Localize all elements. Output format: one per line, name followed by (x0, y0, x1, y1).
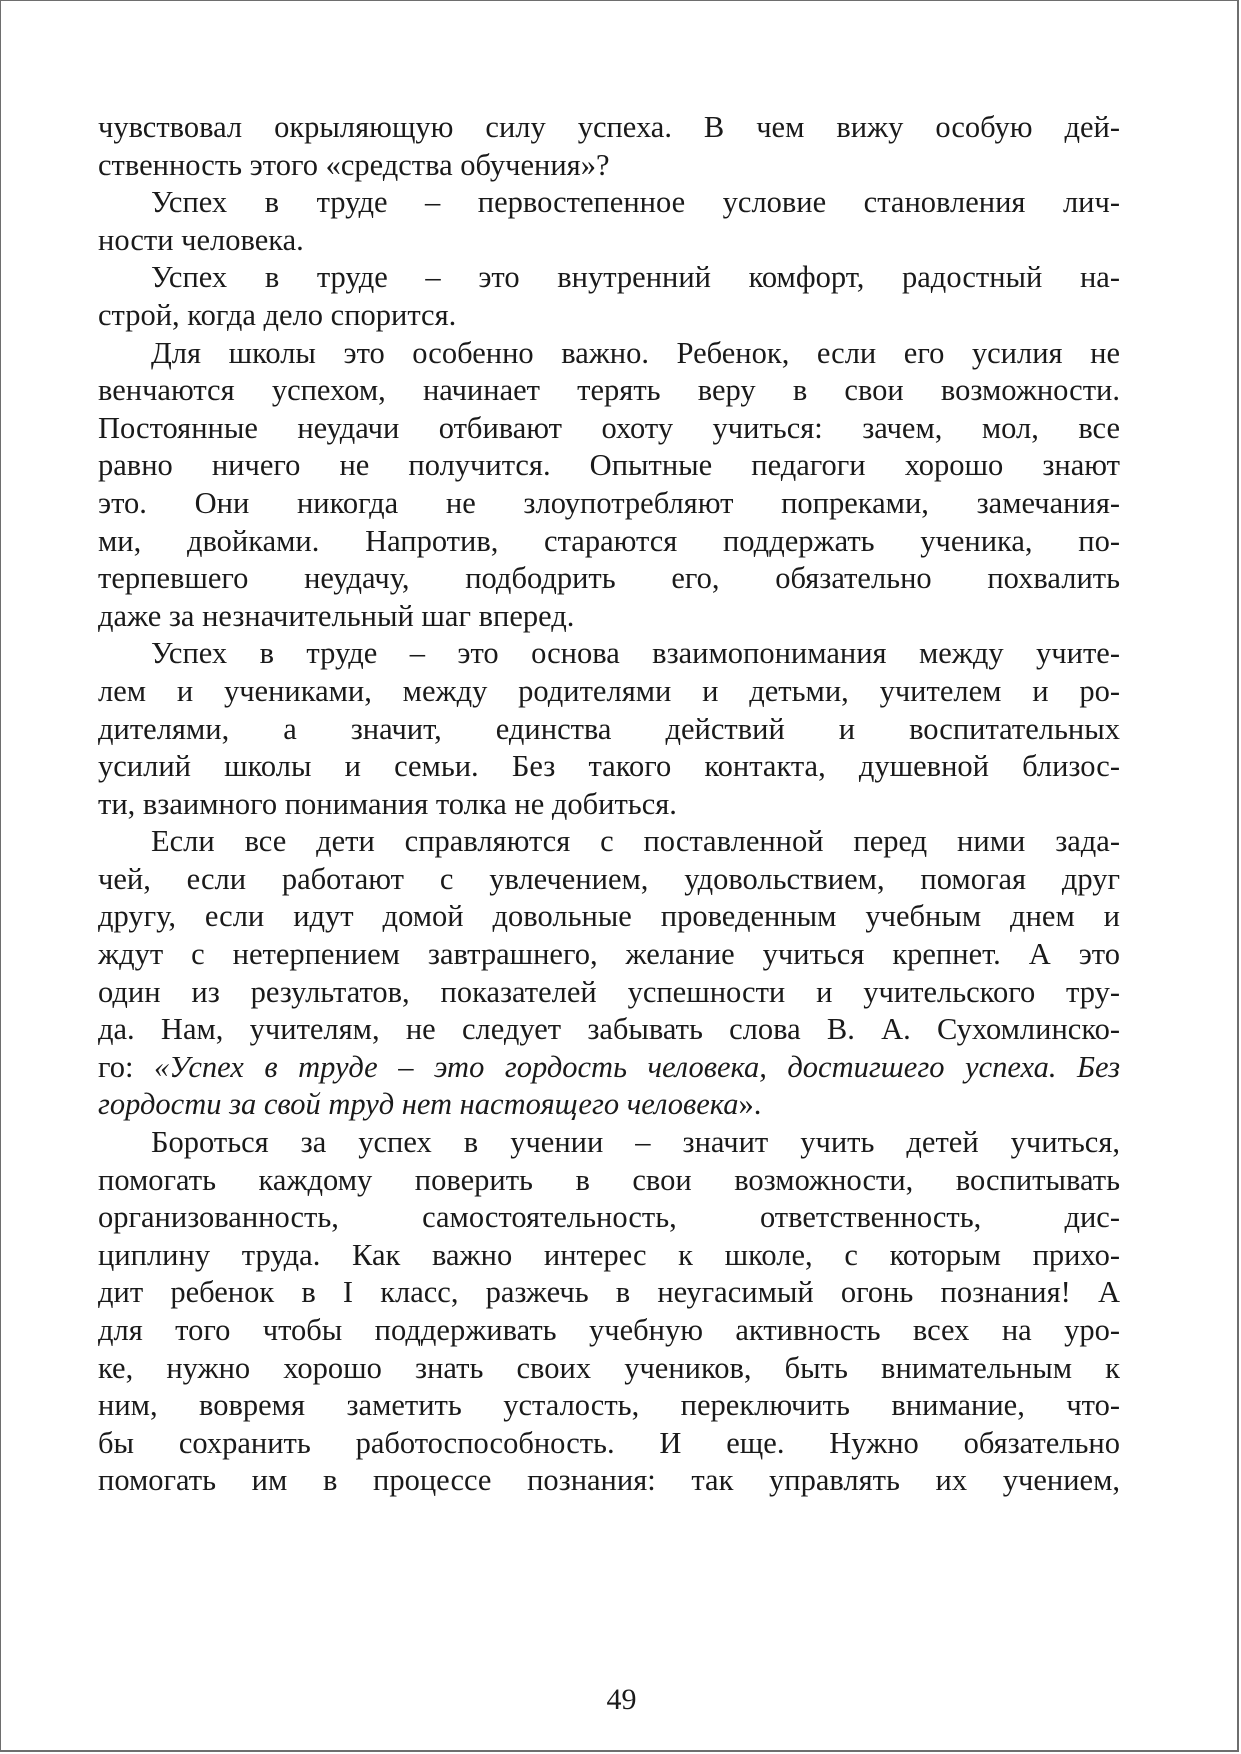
text-line: венчаются успехом, начинает терять веру в свои возможности. (98, 373, 1120, 408)
text-line: помогать каждому поверить в свои возможности, воспитывать (98, 1162, 1120, 1197)
text-line: ке, нужно хорошо знать своих учеников, быть внимательным к (98, 1350, 1120, 1385)
page-number: 49 (606, 1683, 637, 1716)
paragraph (98, 184, 1120, 259)
text-line: ственность этого «средства обучения»? (98, 147, 610, 182)
text-line-with-quote (98, 1049, 1120, 1087)
text-line: равно ничего не получится. Опытные педагоги хорошо знают (98, 448, 1120, 483)
text-line: Успех в труде – это внутренний комфорт, радостный на- (151, 260, 1120, 295)
text-line: строй, когда дело спорится. (98, 297, 457, 332)
text-line: для того чтобы поддерживать учебную активность всех на уро- (98, 1313, 1120, 1347)
text-line: терпевшего неудачу, подбодрить его, обязательно похвалить (98, 561, 1120, 596)
text-line: циплину труда. Как важно интерес к школе, с которым прихо- (98, 1237, 1120, 1272)
paragraph (98, 259, 1120, 334)
paragraph (98, 109, 1120, 184)
paragraph (98, 335, 1120, 636)
paragraph (98, 823, 1120, 1124)
text-line: да. Нам, учителям, не следует забывать слова В. А. Сухомлинско- (98, 1012, 1120, 1047)
quote-suffix: ». (738, 1087, 762, 1122)
text-line: ми, двойками. Напротив, стараются поддержать ученика, по- (98, 523, 1120, 558)
text-line: Успех в труде – это основа взаимопонимания между учите- (151, 636, 1120, 671)
text-line: чей, если работают с увлечением, удовольствием, помогая друг (98, 861, 1120, 896)
text-line: Постоянные неудачи отбивают охоту учиться: зачем, мол, все (98, 410, 1120, 445)
text-line: Для школы это особенно важно. Ребенок, если его усилия не (151, 335, 1120, 370)
quote-italic: «Успех в труде – это гордость человека, достигшего успеха. Без (154, 1049, 1120, 1084)
text-line: ти, взаимного понимания толка не добиться. (98, 786, 677, 821)
text-line: ждут с нетерпением завтрашнего, желание учиться крепнет. А это (98, 937, 1120, 972)
text-line: ним, вовремя заметить усталость, переключить внимание, что- (98, 1388, 1120, 1423)
quote-italic: гордости за свой труд нет настоящего человека (98, 1087, 739, 1122)
paragraph (98, 635, 1120, 823)
text-line: помогать им в процессе познания: так управлять их учением, (98, 1463, 1120, 1498)
text-line: чувствовал окрыляющую силу успеха. В чем вижу особую дей- (98, 110, 1120, 144)
text-line: ности человека. (98, 222, 304, 257)
text-line: дителями, а значит, единства действий и воспитательных (98, 711, 1120, 746)
text-line: дит ребенок в I класс, разжечь в неугасимый огонь познания! А (98, 1275, 1120, 1310)
text-line: усилий школы и семьи. Без такого контакта, душевной близос- (98, 749, 1120, 784)
text-line: Если все дети справляются с поставленной перед ними зада- (151, 824, 1120, 859)
text-line: даже за незначительный шаг вперед. (98, 598, 575, 633)
text-line: бы сохранить работоспособность. И еще. Нужно обязательно (98, 1425, 1120, 1460)
text-line: другу, если идут домой довольные проведенным учебным днем и (98, 899, 1120, 934)
text-line-with-quote (98, 1086, 1120, 1124)
text-line: лем и учениками, между родителями и детьми, учителем и ро- (98, 673, 1120, 708)
quote-prefix: го: (98, 1049, 154, 1084)
text-line: Успех в труде – первостепенное условие становления лич- (151, 185, 1120, 220)
text-line: Бороться за успех в учении – значит учить детей учиться, (151, 1125, 1120, 1160)
text-line: организованность, самостоятельность, ответственность, дис- (98, 1200, 1120, 1235)
paragraph (98, 1124, 1120, 1500)
body-text (98, 109, 1120, 1500)
text-line: один из результатов, показателей успешности и учительского тру- (98, 974, 1120, 1009)
text-line: это. Они никогда не злоупотребляют попреками, замечания- (98, 485, 1120, 520)
